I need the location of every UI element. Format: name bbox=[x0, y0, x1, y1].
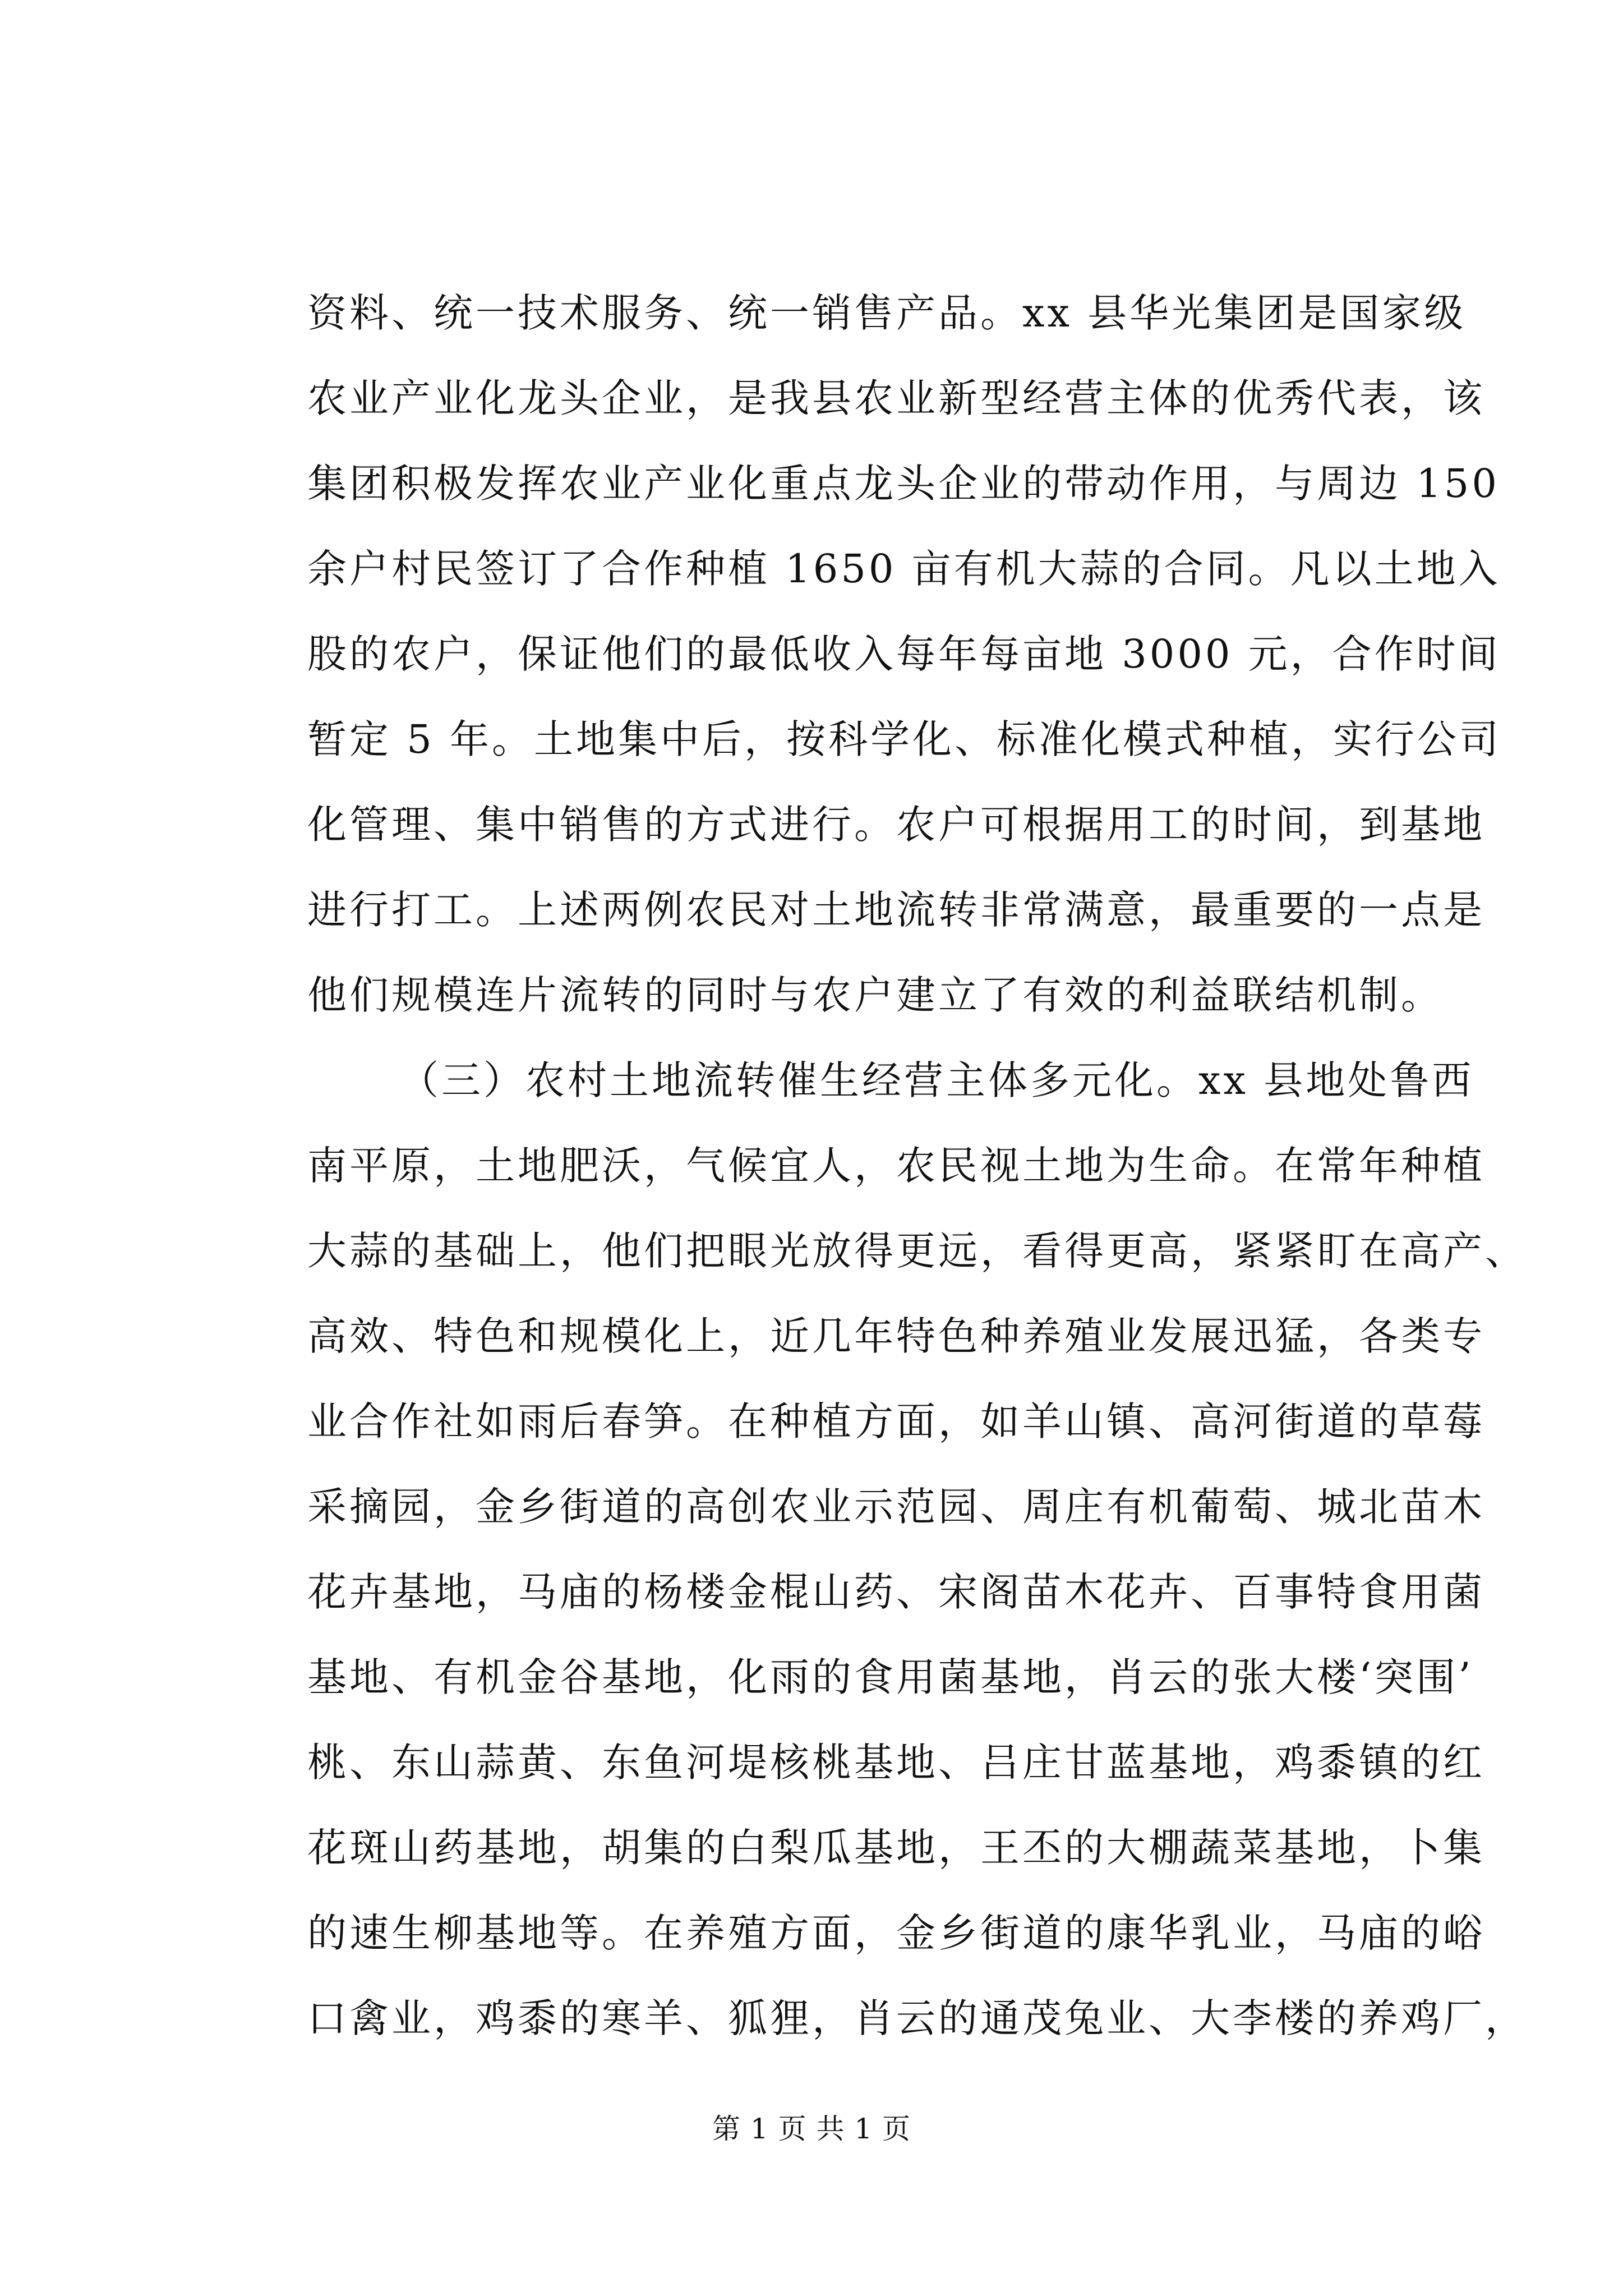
document-body bbox=[307, 270, 1527, 2061]
text-line: 南平原，土地肥沃，气候宜人，农民视土地为生命。在常年种植 bbox=[307, 1143, 1485, 1189]
text-line: 农业产业化龙头企业，是我县农业新型经营主体的优秀代表，该 bbox=[307, 375, 1485, 421]
text-line: 业合作社如雨后春笋。在种植方面，如羊山镇、高河街道的草莓 bbox=[307, 1398, 1485, 1444]
text-line: 采摘园，金乡街道的高创农业示范园、周庄有机葡萄、城北苗木 bbox=[307, 1484, 1485, 1530]
page-number-footer: 第 1 页 共 1 页 bbox=[712, 2113, 911, 2145]
text-line: 余户村民签订了合作种植 1650 亩有机大蒜的合同。凡以土地入 bbox=[307, 546, 1501, 592]
text-line: 口禽业，鸡黍的寒羊、狐狸，肖云的通茂兔业、大李楼的养鸡厂， bbox=[307, 1995, 1527, 2041]
text-line: 暂定 5 年。土地集中后，按科学化、标准化模式种植，实行公司 bbox=[307, 716, 1502, 762]
text-line: 他们规模连片流转的同时与农户建立了有效的利益联结机制。 bbox=[307, 972, 1443, 1018]
text-line: 高效、特色和规模化上，近几年特色种养殖业发展迅猛，各类专 bbox=[307, 1313, 1485, 1359]
text-line: 股的农户，保证他们的最低收入每年每亩地 3000 元，合作时间 bbox=[307, 631, 1501, 677]
text-line: 大蒜的基础上，他们把眼光放得更远，看得更高，紧紧盯在高产、 bbox=[307, 1228, 1527, 1274]
text-line: 进行打工。上述两例农民对土地流转非常满意，最重要的一点是 bbox=[307, 887, 1485, 933]
text-line: 资料、统一技术服务、统一销售产品。xx 县华光集团是国家级 bbox=[307, 290, 1467, 336]
text-line: 的速生柳基地等。在养殖方面，金乡街道的康华乳业，马庙的峪 bbox=[307, 1910, 1485, 1956]
section-heading-line: （三）农村土地流转催生经营主体多元化。xx 县地处鲁西 bbox=[399, 1057, 1474, 1103]
text-line: 基地、有机金谷基地，化雨的食用菌基地，肖云的张大楼‘突围’ bbox=[307, 1654, 1474, 1700]
text-line: 化管理、集中销售的方式进行。农户可根据用工的时间，到基地 bbox=[307, 802, 1485, 848]
text-line: 桃、东山蒜黄、东鱼河堤核桃基地、吕庄甘蓝基地，鸡黍镇的红 bbox=[307, 1740, 1485, 1786]
text-line: 花卉基地，马庙的杨楼金棍山药、宋阁苗木花卉、百事特食用菌 bbox=[307, 1569, 1485, 1615]
text-line: 花斑山药基地，胡集的白梨瓜基地，王丕的大棚蔬菜基地，卜集 bbox=[307, 1825, 1485, 1871]
text-line: 集团积极发挥农业产业化重点龙头企业的带动作用，与周边 150 bbox=[307, 461, 1500, 507]
